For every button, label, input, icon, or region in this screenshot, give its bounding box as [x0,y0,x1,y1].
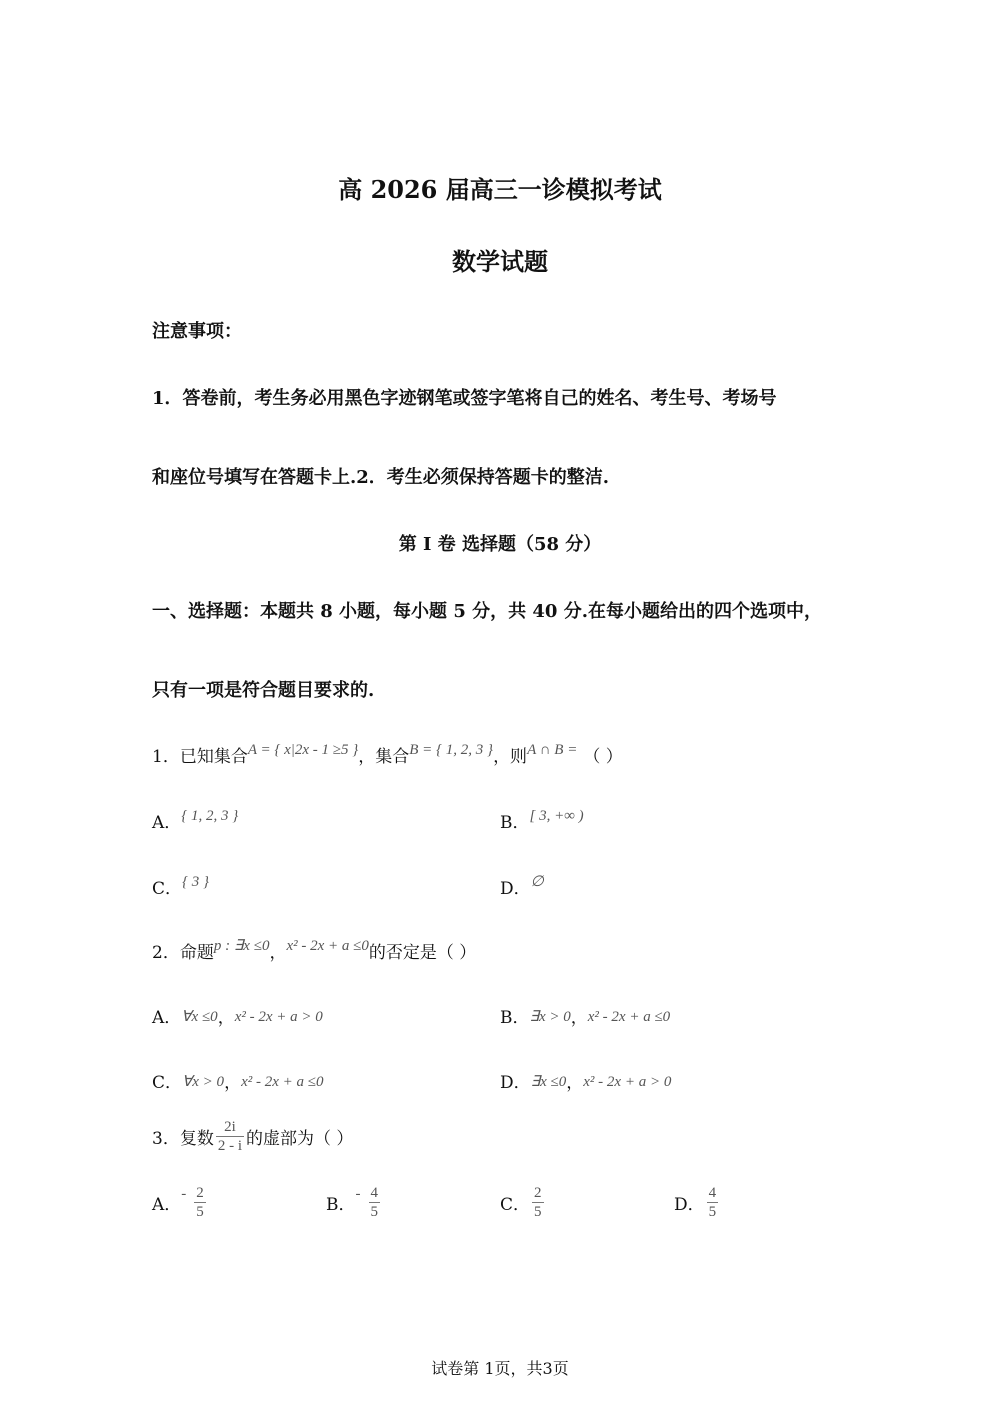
q2-option-a-quant: ∀x ≤0 [181,1009,218,1025]
question-3 [152,1118,353,1155]
q3-option-c-numerator: 2 [534,1185,542,1201]
q2-option-b[interactable]: B．∃x > 0，x² - 2x + a ≤0 [500,1008,671,1028]
q3-fraction-numerator: 2i [224,1119,236,1135]
q3-option-d-fraction [707,1184,719,1221]
q3-option-a-label: A． [152,1195,182,1215]
section-heading: 第 I 卷 选择题（58 分） [398,534,602,555]
q3-option-c-fraction [532,1184,544,1221]
q3-option-a-numerator: 2 [196,1185,204,1201]
q3-option-a[interactable] [152,1184,208,1221]
q1-set-b: B = { 1, 2, 3 } [409,742,494,758]
q2-option-d-label: D． [500,1073,531,1093]
question-2 [152,938,476,963]
q2-option-c[interactable]: C．∀x > 0，x² - 2x + a ≤0 [152,1073,324,1093]
q1-option-d-value: ∅ [530,874,544,890]
q2-proposition: p : ∃x ≤0 [213,938,270,954]
q3-option-b-numerator: 4 [370,1185,378,1201]
q2-option-a-label: A． [152,1008,182,1028]
q2-option-d-quant: ∃x ≤0 [530,1074,567,1090]
notes-heading: 注意事项： [152,321,242,342]
q3-option-d[interactable] [674,1184,720,1221]
exam-subtitle: 数学试题 [452,247,548,276]
q2-inequality: x² - 2x + a ≤0 [286,938,369,954]
q3-option-c-denominator: 5 [534,1204,542,1220]
q3-option-d-denominator: 5 [708,1204,717,1220]
q1-prefix: 1．已知集合 [152,747,248,767]
q3-option-d-label: D． [674,1195,705,1215]
q3-option-b-fraction [369,1184,381,1221]
q1-option-a-value: { 1, 2, 3 } [181,808,239,824]
q3-option-b-denominator: 5 [370,1204,378,1220]
q3-option-b-label: B． [326,1195,356,1215]
q1-expr: A ∩ B = [527,742,578,758]
q1-option-a[interactable] [152,808,238,833]
page-footer: 试卷第 1页，共3页 [431,1359,569,1378]
q1-option-b-label: B． [500,813,530,833]
q3-option-c[interactable] [500,1184,546,1221]
q1-option-d[interactable] [500,874,544,899]
q2-option-c-ineq: x² - 2x + a ≤0 [241,1074,324,1090]
q2-option-d-ineq: x² - 2x + a > 0 [583,1074,672,1090]
q3-option-a-denominator: 5 [196,1204,204,1220]
q2-option-b-label: B． [500,1008,530,1028]
q1-option-c[interactable] [152,874,209,899]
q2-option-b-ineq: x² - 2x + a ≤0 [587,1009,671,1025]
notes-line-1: 1．答卷前，考生务必用黑色字迹钢笔或签字笔将自己的姓名、考生号、考场号 [152,388,777,409]
section-instruction-1: 一、选择题：本题共 8 小题，每小题 5 分，共 40 分.在每小题给出的四个选项中， [152,601,822,622]
q1-option-b[interactable] [500,808,584,833]
q1-option-a-label: A． [152,813,182,833]
q2-option-a-ineq: x² - 2x + a > 0 [234,1009,323,1025]
q1-paren: （ ） [583,747,623,767]
q3-fraction [216,1118,244,1155]
q3-option-b[interactable] [326,1184,382,1221]
q2-option-c-label: C． [152,1073,183,1093]
exam-title: 高 2026 届高三一诊模拟考试 [338,175,662,204]
q1-option-c-value: { 3 } [182,874,210,890]
q2-option-c-quant: ∀x > 0 [182,1074,225,1090]
q3-option-c-label: C． [500,1195,531,1215]
q1-option-c-label: C． [152,879,183,899]
q2-option-a[interactable]: A．∀x ≤0，x² - 2x + a > 0 [152,1008,323,1028]
q3-fraction-denominator: 2 - i [217,1138,242,1154]
q2-option-b-quant: ∃x > 0 [529,1009,571,1025]
q1-then: ，则 [493,747,528,767]
q3-option-d-numerator: 4 [708,1185,717,1201]
q3-option-a-sign: - [181,1186,187,1202]
q2-option-d[interactable]: D．∃x ≤0，x² - 2x + a > 0 [500,1073,672,1093]
q3-prefix: 3．复数 [152,1129,214,1149]
q2-prefix: 2．命题 [152,943,214,963]
q3-option-b-sign: - [355,1186,361,1202]
q2-suffix: 的否定是（ ） [368,943,477,963]
q1-set-a: A = { x|2x - 1 ≥5 } [247,742,359,758]
notes-line-2: 和座位号填写在答题卡上.2．考生必须保持答题卡的整洁. [152,467,610,488]
q2-comma: ， [269,943,287,963]
q1-option-b-value: [ 3, +∞ ) [529,808,584,824]
q3-option-a-fraction [194,1184,206,1221]
question-1 [152,742,623,767]
q1-mid: ，集合 [358,747,410,767]
q1-option-d-label: D． [500,879,531,899]
q3-suffix: 的虚部为（ ） [246,1129,354,1149]
section-instruction-2: 只有一项是符合题目要求的. [152,680,375,701]
